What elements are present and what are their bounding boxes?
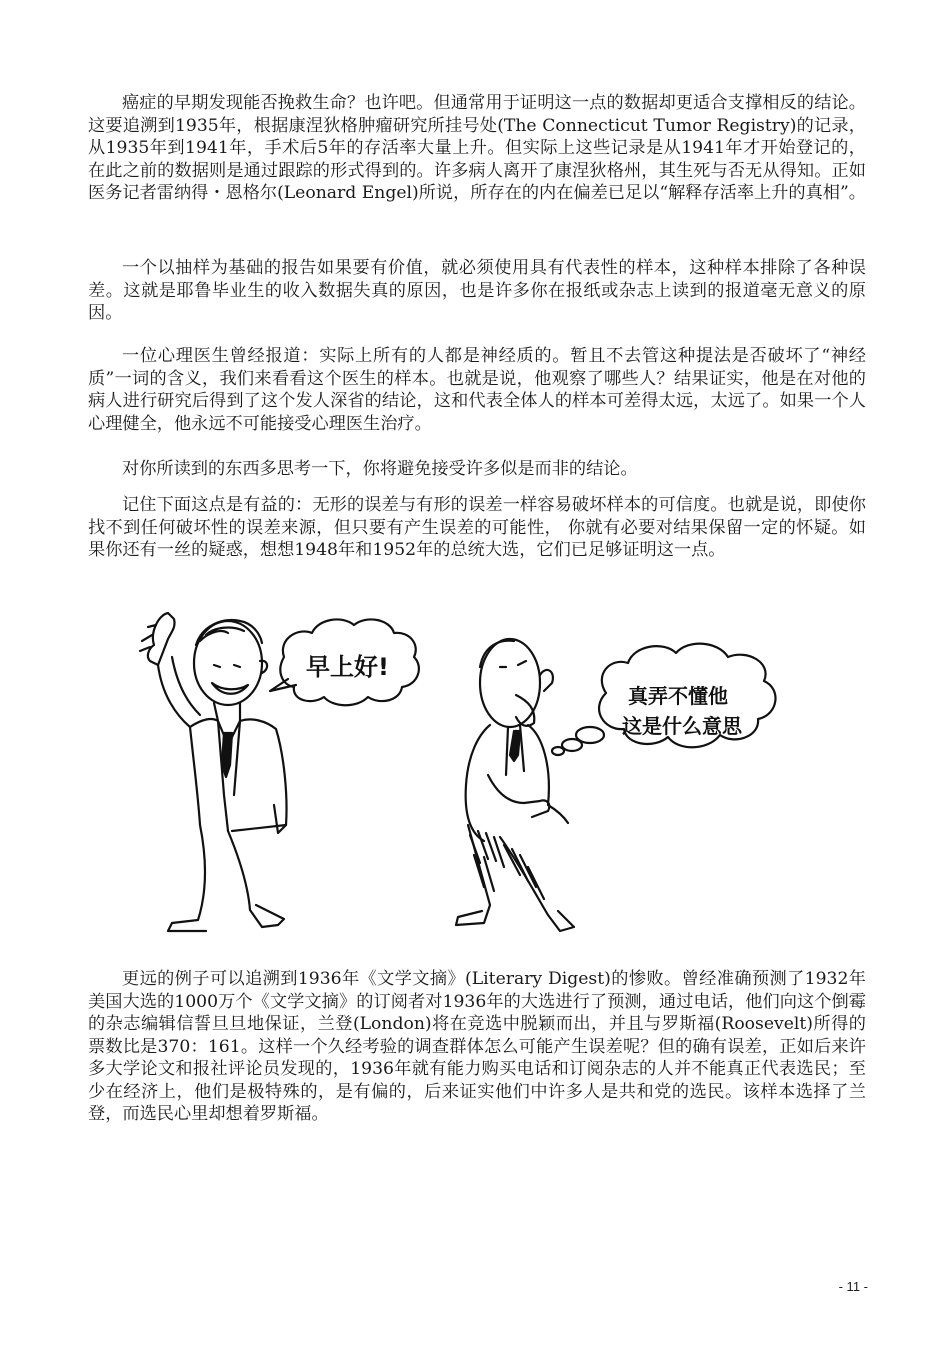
paragraph-psychiatrist: 一位心理医生曾经报道：实际上所有的人都是神经质的。暂且不去管这种提法是否破坏了“神经质”一词的含义，我们来看看这个医生的样本。也就是说，他观察了哪些人？结果证实，他是在对他的病人进行研究后得到了这个发人深省的结论，这和代表全体人的样本可差得太远，太远了。如果一个人心理健全，他永远不可能接受心理医生治疗。 xyxy=(88,346,866,434)
cartoon-illustration xyxy=(128,605,828,950)
speech-bubble-text: 早上好! xyxy=(306,653,389,681)
thought-bubble-line1: 真弄不懂他 xyxy=(628,684,728,708)
paragraph-literary-digest: 更远的例子可以追溯到1936年《文学文摘》(Literary Digest)的惨败。曾经准确预测了1932年美国大选的1000万个《文学文摘》的订阅者对1936年的大选进行了预测，通过电话，他们向这个倒霉的杂志编辑信誓旦旦地保证，兰登(London)将在竞选中脱颖而出，并且与罗斯福(Roosevelt)所得的票数比是370：161。这样一个久经考验的调查群体怎么可能产生误差呢？但的确有误差，正如后来许多大学论文和报社评论员发现的，1936年就有能力购买电话和订阅杂志的人并不能真正代表选民；至少在经济上，他们是极特殊的，是有偏的，后来证实他们中许多人是共和党的选民。该样本选择了兰登，而选民心里却想着罗斯福。 xyxy=(88,969,866,1124)
paragraph-cancer-survival: 癌症的早期发现能否挽救生命？也许吧。但通常用于证明这一点的数据却更适合支撑相反的结论。这要追溯到1935年，根据康涅狄格肿瘤研究所挂号处(The Connecticut Tumor Registry)的记录，从1935年到1941年，手术后5年的存活率大量上升。但实际上这些记录是从1941年才开始登记的，在此之前的数据则是通过跟踪的形式得到的。许多病人离开了康涅狄格州，其生死与否无从得知。正如医务记者雷纳得・恩格尔(Leonard Engel)所说，所存在的内在偏差已足以“解释存活率上升的真相”。 xyxy=(88,93,866,203)
paragraph-invisible-bias: 记住下面这点是有益的：无形的误差与有形的误差一样容易破坏样本的可信度。也就是说，即使你找不到任何破坏性的误差来源，但只要有产生误差的可能性， 你就有必要对结果保留一定的怀疑。如果你还有一丝的疑惑，想想1948年和1952年的总统大选，它们已足够证明这一点。 xyxy=(88,495,866,560)
waving-man-figure xyxy=(140,613,287,931)
paragraph-representative-sample: 一个以抽样为基础的报告如果要有价值，就必须使用具有代表性的样本，这种样本排除了各种误差。这就是耶鲁毕业生的收入数据失真的原因，也是许多你在报纸或杂志上读到的报道毫无意义的原因。 xyxy=(88,258,866,323)
confused-man-figure xyxy=(456,639,574,931)
paragraph-think-more: 对你所读到的东西多思考一下，你将避免接受许多似是而非的结论。 xyxy=(122,459,638,479)
page-number: - 11 - xyxy=(838,1279,868,1294)
thought-bubble-line2: 这是什么意思 xyxy=(622,714,742,738)
